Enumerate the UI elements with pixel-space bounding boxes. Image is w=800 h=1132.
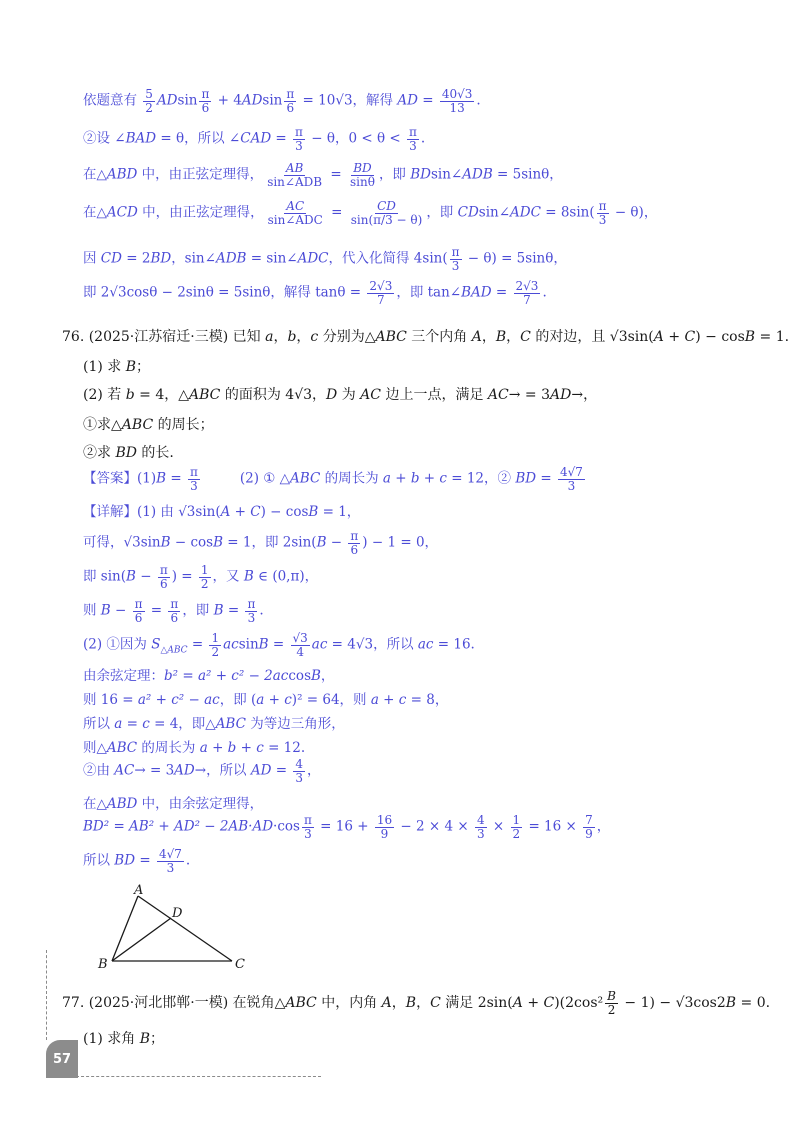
solution-line-6: 即 2√3cosθ − 2sinθ = 5sinθ，解得 tanθ = $\frac{2√3}{7}$ ，即 tan∠BAD = $\frac{2√3}{7}$ . (83, 279, 547, 307)
problem-76-q1: (1) 求 B； (83, 359, 151, 375)
solution-line-2: ②设 ∠BAD = θ，所以 ∠CAD = $\frac{\pi}{3}$ − θ，0 < θ < $\frac{\pi}{3}$ . (83, 125, 426, 153)
detail-line-6: 由余弦定理：b² = a² + c² − 2accosB， (83, 668, 335, 684)
answer-line: 【答案】(1)B = $\frac{\pi}{3}$ (2) ① △ABC 的周长为 a + b + c = 12，② BD = $\frac{4√7}{3}$ (83, 465, 583, 493)
solution-line-5: 因 CD = 2BD，sin∠ADB = sin∠ADC，代入化简得 4sin( $\frac{\pi}{3}$ − θ) = 5sinθ， (83, 245, 567, 273)
footer-dashed-line (76, 1076, 321, 1077)
problem-76-q2: (2) 若 b = 4，△ABC 的面积为 4√3，D 为 AC 边上一点，满足 AC→ = 3AD→， (83, 387, 598, 403)
side-ac (138, 896, 232, 961)
problem-77-q1: (1) 求角 B； (83, 1031, 165, 1047)
detail-line-7: 则 16 = a² + c² − ac，即 (a + c)² = 64，则 a + c = 8， (83, 692, 449, 708)
label-c: C (235, 957, 245, 972)
solution-line-4: 在△ACD 中，由正弦定理得， $\frac{AC}{\text{sin∠ADC}}$ = $\frac{CD}{\sin(\pi/3 - \theta)}$ ，即 CDsin∠ADC = 8sin( $\frac{\pi}{3}$ − θ)， (83, 199, 658, 227)
detail-line-5: (2) ①因为 $S_{\triangle ABC}$ = $\frac{1}{2}$ acsinB = $\frac{√3}{4}$ ac = 4√3，所以 ac = 16. (83, 631, 475, 659)
detail-line-9: 则△ABC 的周长为 a + b + c = 12. (83, 740, 306, 756)
detail-line-11: 在△ABD 中，由余弦定理得， (83, 796, 264, 812)
problem-76-q2-sub2: ②求 BD 的长. (83, 445, 174, 461)
label-b: B (98, 957, 108, 972)
detail-line-12: BD² = AB² + AD² − 2AB·AD·cos $\frac{\pi}{3}$ = 16 + $\frac{16}{9}$ − 2 × 4 × $\frac{4}{3}$ × $\frac{1}{2}$ = 16 × $\frac{7}{9}$ ， (83, 813, 611, 841)
detail-line-8: 所以 a = c = 4，即△ABC 为等边三角形， (83, 716, 345, 732)
detail-line-4: 则 B − $\frac{\pi}{6}$ = $\frac{\pi}{6}$ ，即 B = $\frac{\pi}{3}$ . (83, 597, 264, 625)
problem-76-q2-sub1: ①求△ABC 的周长； (83, 417, 214, 433)
problem-77-statement: 77. (2025·河北邯郸·一模) 在锐角△ABC 中，内角 A，B，C 满足 2sin(A + C)(2cos² $\frac{B}{2}$ − 1) − √3cos2B = 0. (62, 989, 771, 1017)
label-a: A (134, 883, 144, 898)
detail-line-2: 可得，√3sinB − cosB = 1，即 2sin(B − $\frac{\pi}{6}$ ) − 1 = 0， (83, 529, 439, 557)
detail-line-13: 所以 BD = $\frac{4√7}{3}$ . (83, 847, 191, 875)
solution-line-3: 在△ABD 中，由正弦定理得， $\frac{AB}{\text{sin∠ADB}}$ = $\frac{BD}{\sin\theta}$ ，即 BDsin∠ADB = 5sinθ， (83, 161, 563, 189)
triangle-figure (92, 882, 262, 972)
solution-line-1: 依题意有 $\frac{5}{2}$ ADsin $\frac{\pi}{6}$ + 4ADsin $\frac{\pi}{6}$ = 10√3，解得 AD = $\frac{40√3}{13}$ . (83, 87, 481, 115)
label-d: D (172, 906, 183, 921)
detail-line-1: 【详解】(1) 由 √3sin(A + C) − cosB = 1， (83, 504, 361, 520)
margin-dashed-vertical (46, 950, 47, 1040)
problem-76-statement: 76. (2025·江苏宿迁·三模) 已知 a，b，c 分别为△ABC 三个内角 A，B，C 的对边，且 √3sin(A + C) − cosB = 1. (62, 329, 790, 345)
page-number: 57 (46, 1040, 78, 1078)
detail-line-10: ②由 AC→ = 3AD→，所以 AD = $\frac{4}{3}$ ， (83, 757, 321, 785)
detail-line-3: 即 sin(B − $\frac{\pi}{6}$ ) = $\frac{1}{2}$ ，又 B ∈ (0,π)， (83, 563, 319, 591)
